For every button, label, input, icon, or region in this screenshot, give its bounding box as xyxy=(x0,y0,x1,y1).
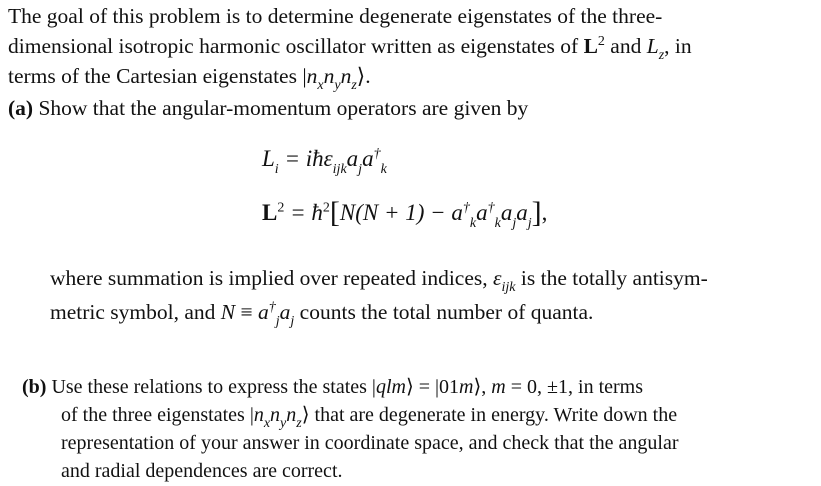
part-a-heading: (a) Show that the angular-momentum operators are given by xyxy=(8,96,529,120)
equation-l-squared: $L^2$ = $ħ^2[N(N + 1) - a^\dagger_ka^\dagger_ka_ja_j]$, xyxy=(262,196,548,231)
l-squared-symbol: L xyxy=(583,34,598,58)
part-a-after-line-2: metric symbol, and $N \equiv a^\dagger_ja_j$ counts the total number of quanta. xyxy=(50,299,594,330)
intro-line-3: terms of the Cartesian eigenstates $|n_xn_yn_z⟩$. xyxy=(8,64,371,94)
part-b-line-4: and radial dependences are correct. xyxy=(61,460,343,482)
lz-symbol: $L_z$ xyxy=(646,34,665,64)
intro-line-2: dimensional isotropic harmonic oscillator written as eigenstates of $L^2$ and $L_z$, in xyxy=(8,33,692,64)
cartesian-ket: $|n_xn_yn_z⟩$ xyxy=(302,64,366,94)
part-b-line-2: of the three eigenstates $|n_xn_yn_z⟩$ that are degenerate in energy. Write down the xyxy=(61,404,678,431)
part-b-line-1: (b) Use these relations to express the states |qlm⟩ = |01m⟩, m = 0, ±1, in terms xyxy=(22,376,643,398)
number-operator: N xyxy=(220,300,236,324)
part-b-label: (b) xyxy=(22,376,47,398)
equation-angular-momentum: $L_i$ = $iħ\varepsilon_{ijk}a_ja^\dagger_k$ xyxy=(262,146,387,177)
part-a-after-line-1: where summation is implied over repeated indices, $\varepsilon_{ijk}$ is the totally antisym- xyxy=(50,266,708,296)
part-b-line-3: representation of your answer in coordinate space, and check that the angular xyxy=(61,432,679,454)
part-a-label: (a) xyxy=(8,96,34,120)
epsilon-symbol: $\varepsilon_{ijk}$ xyxy=(493,266,516,296)
cartesian-ket: $|n_xn_yn_z⟩$ xyxy=(249,404,310,431)
qlm-ket: |qlm⟩ = |01m⟩ xyxy=(371,376,482,398)
intro-line-1: The goal of this problem is to determine degenerate eigenstates of the three- xyxy=(8,4,663,28)
